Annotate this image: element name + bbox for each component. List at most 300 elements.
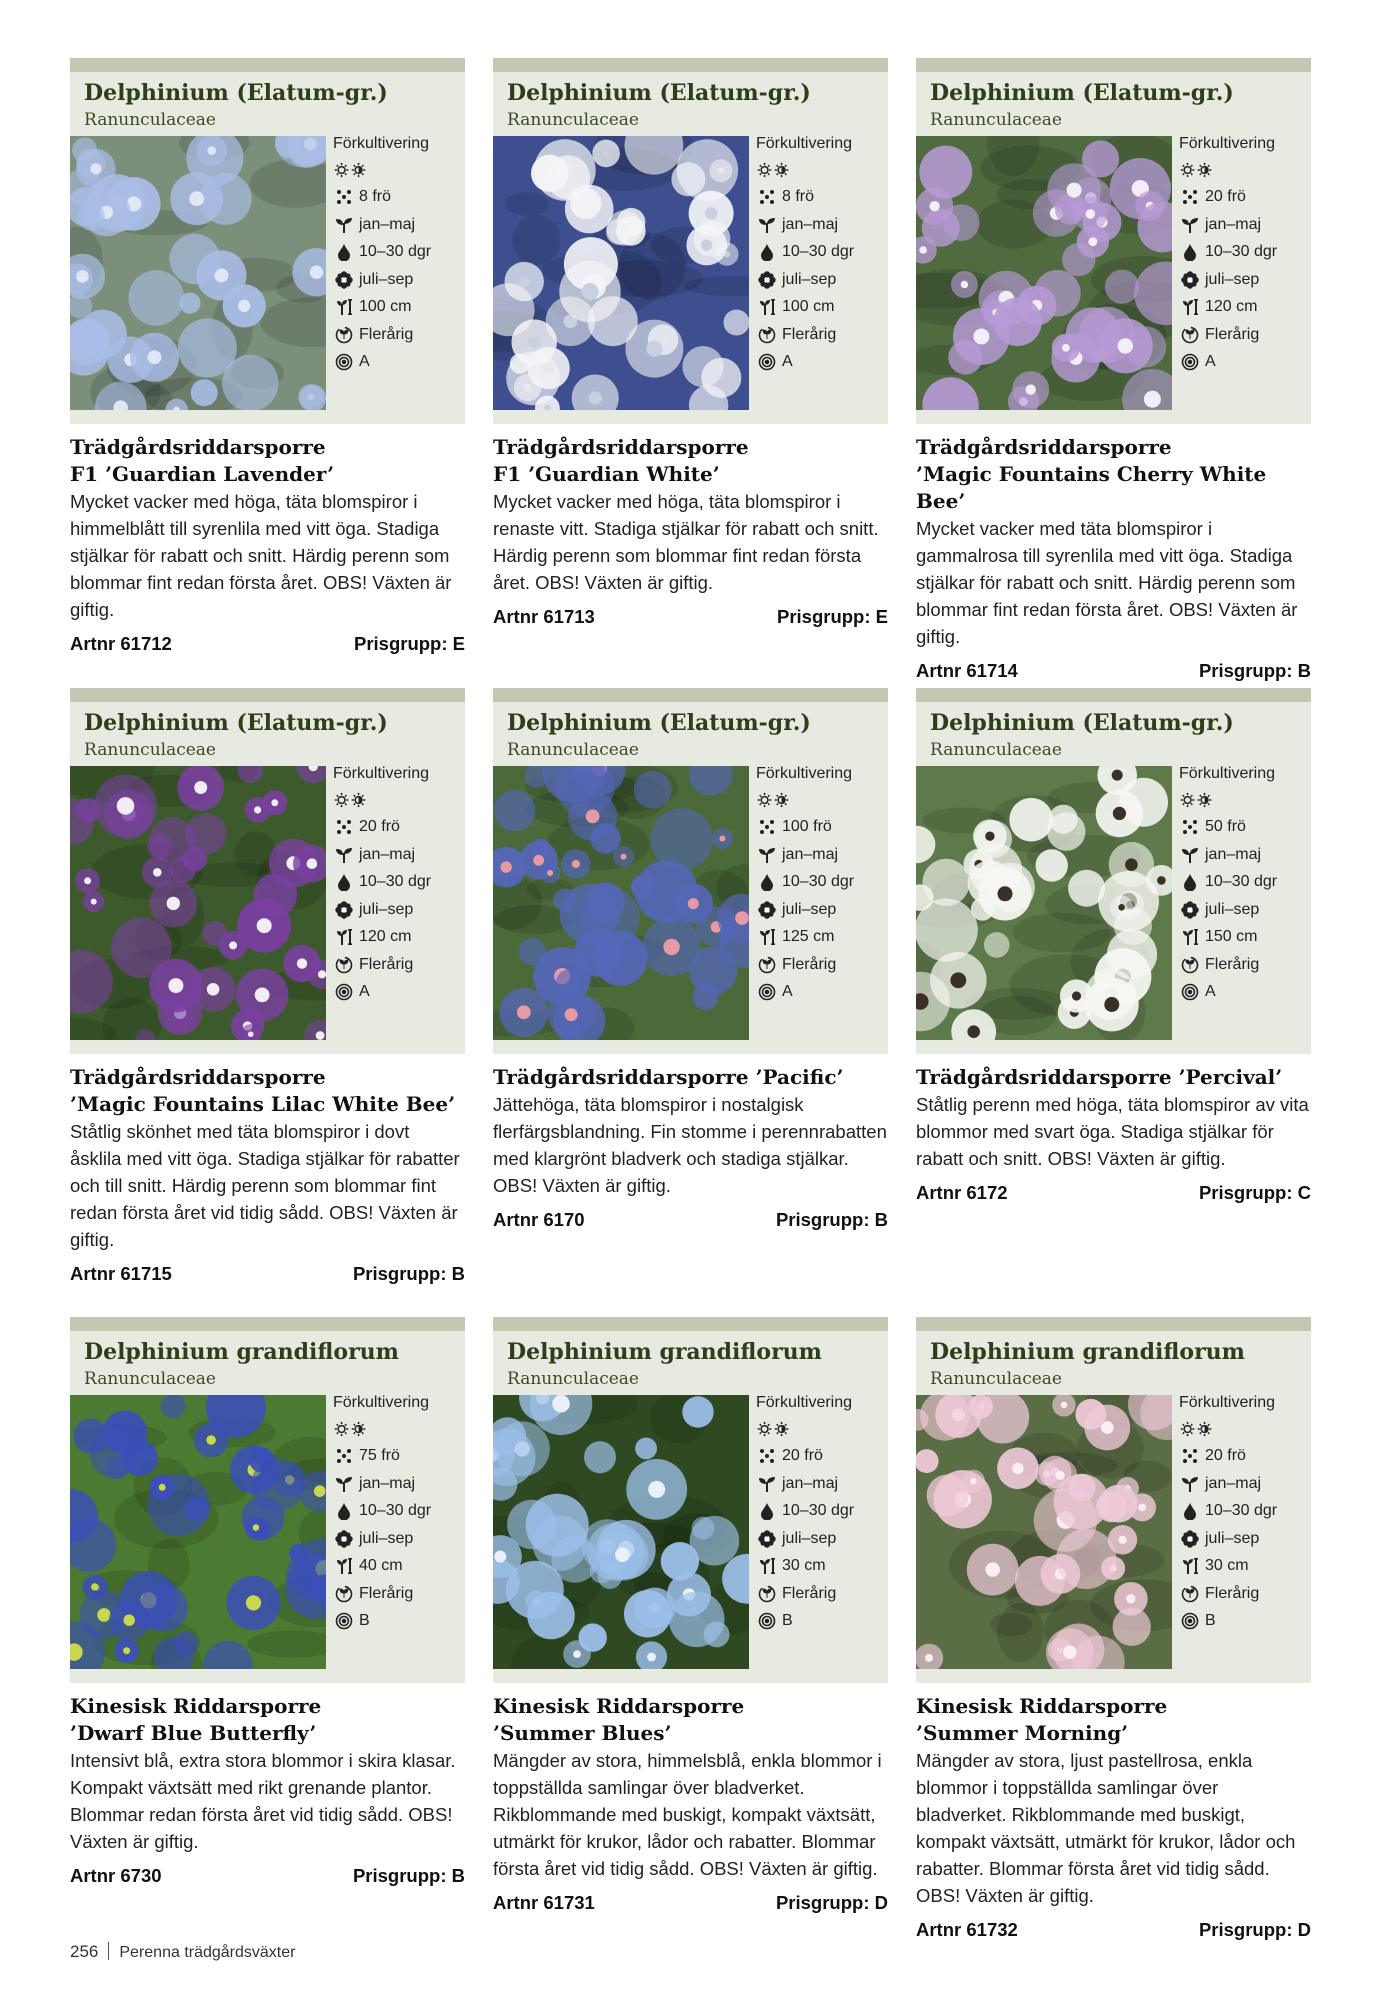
seed-count-value: 20 frö [782,1447,823,1465]
perennial-icon [756,326,778,344]
germination-time [756,869,886,897]
plant-height [1179,294,1309,322]
perennial-icon [1179,1585,1201,1603]
flowering-period [333,1525,463,1553]
growing-info [1179,762,1309,1006]
sun-partial-shade-icon [756,791,792,809]
product-description: Ståtlig perenn med höga, täta blomspiror av vita blommor med svart öga. Stadiga stjälkar för rabatt och snitt. OBS! Växten är giftig. [916,1094,1309,1169]
seed-icon [756,818,778,836]
article-number: Artnr 61714 [916,660,1018,681]
light-row [1179,786,1309,814]
price-group: Prisgrupp: C [1198,1182,1311,1203]
light-row [756,1415,886,1443]
seed-count [1179,814,1309,842]
page-footer [70,1942,295,1962]
target-icon [756,983,778,1001]
height-icon [1179,1557,1201,1575]
product-title-line1: Trädgårdsriddarsporre ’Pacific’ [493,1065,844,1089]
flowering-period-value: juli–sep [359,1529,414,1547]
flower-icon [756,1530,778,1548]
genus-name: Delphinium (Elatum-gr.) [930,710,1234,736]
product-description: Jättehöga, täta blomspiror i nostalgisk flerfärgsblandning. Fin stomme i perennrabatten med klargrönt bladverk och stadiga stjälkar. OBS! Växten är giftig. [493,1094,887,1196]
germination-time [756,239,886,267]
product-card [916,1317,1311,1941]
product-title-line1: Trädgårdsriddarsporre [70,435,326,459]
flowering-period [1179,266,1309,294]
product-description: Intensivt blå, extra stora blommor i skira klasar. Kompakt växtsätt med rikt grenande plantor. Blommar redan första året vid tidig sådd. OBS! Växten är giftig. [70,1750,456,1852]
flower-icon [756,271,778,289]
height-icon [1179,928,1201,946]
sowing-period [1179,211,1309,239]
seed-count-value: 20 frö [359,818,400,836]
price-group-code [1179,979,1309,1007]
flowering-period-value: juli–sep [359,270,414,288]
sowing-period [333,1470,463,1498]
genus-name: Delphinium grandiflorum [930,1339,1245,1365]
product-title [70,1693,465,1747]
product-title-line1: Trädgårdsriddarsporre [70,1065,326,1089]
price-group-code [333,349,463,377]
lifecycle [333,1580,463,1608]
sowing-period-value: jan–maj [782,1474,839,1492]
price-group-code [1179,1608,1309,1636]
family-name: Ranunculaceae [507,1369,639,1389]
plant-height [756,924,886,952]
price-group-code-value: A [1205,353,1216,371]
price-group-code-value: A [359,983,370,1001]
product-title-line1: Kinesisk Riddarsporre [916,1694,1168,1718]
product-meta [70,1865,465,1887]
sowing-period [756,1470,886,1498]
article-number: Artnr 61732 [916,1919,1018,1940]
seed-icon [333,1447,355,1465]
sun-partial-shade-icon [333,791,369,809]
plant-height [1179,924,1309,952]
height-icon [756,298,778,316]
price-group-code [756,349,886,377]
seed-count-value: 75 frö [359,1447,400,1465]
lifecycle [756,1580,886,1608]
product-title-line1: Kinesisk Riddarsporre [70,1694,322,1718]
genus-name: Delphinium (Elatum-gr.) [84,80,388,106]
lifecycle [333,321,463,349]
water-drop-icon [333,1502,355,1520]
product-title-line2: ’Summer Blues’ [493,1721,672,1745]
germination-time [1179,1498,1309,1526]
height-icon [333,1557,355,1575]
seed-icon [1179,818,1201,836]
perennial-icon [756,956,778,974]
product-meta [493,1209,888,1231]
growing-info [333,1391,463,1635]
sowing-period-value: jan–maj [359,215,416,233]
lifecycle-value: Flerårig [1205,955,1260,973]
water-drop-icon [333,873,355,891]
germination-time-value: 10–30 dgr [782,873,855,891]
seed-count-value: 20 frö [1205,188,1246,206]
card-header-panel [70,58,465,424]
lifecycle-value: Flerårig [359,325,414,343]
section-name: Perenna trädgårdsväxter [119,1944,296,1961]
seed-count-value: 100 frö [782,818,832,836]
precultivation-label: Förkultivering [1179,1394,1276,1411]
sowing-period [756,841,886,869]
growing-info [756,1391,886,1635]
seed-icon [1179,1447,1201,1465]
perennial-icon [333,956,355,974]
product-title [493,1064,888,1091]
sowing-period-value: jan–maj [782,845,839,863]
sprout-icon [756,846,778,864]
product-card [916,688,1311,1204]
precultivation-label: Förkultivering [756,765,853,782]
plant-height-value: 30 cm [782,1557,826,1575]
flowering-period [756,1525,886,1553]
family-name: Ranunculaceae [84,110,216,130]
price-group-code-value: A [782,983,793,1001]
height-icon [1179,298,1201,316]
seed-icon [1179,188,1201,206]
product-meta [916,1182,1311,1204]
flower-icon [333,271,355,289]
product-description: Mängder av stora, ljust pastellrosa, enkla blommor i toppställda samlingar över bladverket. Rikblommande med buskigt, kompakt växtsätt, utmärkt för krukor, lådor och rabatter. Blommar första året vid tidig sådd. OBS! Växten är giftig. [916,1750,1296,1906]
price-group-code [333,979,463,1007]
lifecycle [333,951,463,979]
flower-icon [756,901,778,919]
seed-icon [756,188,778,206]
plant-height [333,1553,463,1581]
product-meta [916,660,1311,682]
product-title-line1: Trädgårdsriddarsporre [916,435,1172,459]
seed-count [333,1443,463,1471]
germination-time-value: 10–30 dgr [359,243,432,261]
product-description: Mängder av stora, himmelsblå, enkla blommor i toppställda samlingar över bladverket. Rikblommande med buskigt, kompakt växtsätt, utmärkt för krukor, lådor och rabatter. Blommar första året vid tidig sådd. OBS! Växten är giftig. [493,1750,882,1879]
price-group: Prisgrupp: D [1198,1919,1311,1940]
water-drop-icon [1179,873,1201,891]
sowing-period-value: jan–maj [1205,215,1262,233]
precultivation-label: Förkultivering [333,765,430,782]
germination-time [333,239,463,267]
plant-height [1179,1553,1309,1581]
product-title [916,1693,1311,1747]
sowing-period-value: jan–maj [1205,845,1262,863]
light-row [333,786,463,814]
price-group: Prisgrupp: D [775,1892,888,1913]
target-icon [333,353,355,371]
germination-time-value: 10–30 dgr [1205,243,1278,261]
precultivation-label: Förkultivering [756,135,853,152]
product-card [916,58,1311,682]
sowing-period [1179,841,1309,869]
seed-count [333,814,463,842]
flower-icon [1179,271,1201,289]
genus-name: Delphinium (Elatum-gr.) [507,710,811,736]
lifecycle-value: Flerårig [782,1584,837,1602]
lifecycle [1179,321,1309,349]
flowering-period-value: juli–sep [1205,1529,1260,1547]
card-header-panel [916,1317,1311,1683]
precultivation-label: Förkultivering [333,1394,430,1411]
sun-partial-shade-icon [333,1420,369,1438]
sun-partial-shade-icon [1179,1420,1215,1438]
flowering-period-value: juli–sep [782,900,837,918]
growing-info [1179,1391,1309,1635]
sun-partial-shade-icon [756,1420,792,1438]
seed-icon [333,818,355,836]
light-row [1179,1415,1309,1443]
product-title [916,1064,1311,1091]
flowering-period-value: juli–sep [1205,900,1260,918]
sun-partial-shade-icon [1179,791,1215,809]
flower-photo [916,1395,1172,1669]
flowering-period [333,896,463,924]
product-title-line2: ’Magic Fountains Lilac White Bee’ [70,1092,456,1116]
flower-photo [70,136,326,410]
flowering-period-value: juli–sep [1205,270,1260,288]
target-icon [333,983,355,1001]
plant-height-value: 100 cm [359,298,412,316]
article-number: Artnr 61731 [493,1892,595,1913]
card-header-panel [70,688,465,1054]
water-drop-icon [1179,1502,1201,1520]
product-card [493,58,888,628]
sprout-icon [333,846,355,864]
water-drop-icon [756,1502,778,1520]
seed-count [1179,184,1309,212]
height-icon [333,298,355,316]
seed-icon [756,1447,778,1465]
product-card [70,58,465,655]
page-number: 256 [70,1942,99,1961]
sowing-period [333,211,463,239]
seed-count [756,814,886,842]
germination-time [1179,239,1309,267]
plant-height-value: 125 cm [782,928,835,946]
lifecycle-value: Flerårig [782,325,837,343]
card-header-panel [493,58,888,424]
seed-count [756,184,886,212]
target-icon [1179,983,1201,1001]
article-number: Artnr 6172 [916,1182,1008,1203]
card-header-panel [493,688,888,1054]
water-drop-icon [1179,243,1201,261]
price-group-code-value: B [1205,1612,1216,1630]
perennial-icon [1179,326,1201,344]
price-group: Prisgrupp: B [352,1263,465,1284]
germination-time-value: 10–30 dgr [359,873,432,891]
product-title-line2: ’Magic Fountains Cherry White Bee’ [916,462,1267,513]
product-card [70,1317,465,1887]
product-meta [70,633,465,655]
flower-icon [333,1530,355,1548]
perennial-icon [1179,956,1201,974]
growing-info [756,132,886,376]
sowing-period-value: jan–maj [359,845,416,863]
flowering-period [1179,1525,1309,1553]
card-header-panel [916,688,1311,1054]
flower-photo [70,1395,326,1669]
germination-time-value: 10–30 dgr [782,1502,855,1520]
flower-photo [493,766,749,1040]
product-title-line2: F1 ’Guardian Lavender’ [70,462,335,486]
product-title-line1: Trädgårdsriddarsporre ’Percival’ [916,1065,1283,1089]
plant-height-value: 120 cm [359,928,412,946]
perennial-icon [333,326,355,344]
product-title-line1: Kinesisk Riddarsporre [493,1694,745,1718]
price-group: Prisgrupp: B [775,1209,888,1230]
growing-info [333,132,463,376]
flower-photo [70,766,326,1040]
family-name: Ranunculaceae [930,110,1062,130]
height-icon [756,928,778,946]
sun-partial-shade-icon [333,161,369,179]
flower-icon [1179,1530,1201,1548]
seed-count-value: 8 frö [782,188,815,206]
product-description: Mycket vacker med höga, täta blomspiror i himmelblått till syrenlila med vitt öga. Stadiga stjälkar för rabatt och snitt. Härdig perenn som blommar fint redan första året. OBS! Växten är giftig. [70,491,452,620]
plant-height [333,924,463,952]
family-name: Ranunculaceae [930,1369,1062,1389]
lifecycle-value: Flerårig [359,955,414,973]
price-group: Prisgrupp: B [352,1865,465,1886]
genus-name: Delphinium grandiflorum [507,1339,822,1365]
article-number: Artnr 61712 [70,633,172,654]
germination-time-value: 10–30 dgr [782,243,855,261]
height-icon [756,1557,778,1575]
light-row [756,156,886,184]
flowering-period [756,266,886,294]
product-title [916,434,1311,515]
precultivation-label: Förkultivering [756,1394,853,1411]
product-card [493,1317,888,1914]
plant-height-value: 120 cm [1205,298,1258,316]
product-title [493,434,888,488]
product-meta [916,1919,1311,1941]
seed-count [1179,1443,1309,1471]
price-group-code [756,1608,886,1636]
product-title [493,1693,888,1747]
flowering-period-value: juli–sep [782,1529,837,1547]
product-description: Ståtlig skönhet med täta blomspiror i dovt åsklila med vitt öga. Stadiga stjälkar för rabatter och till snitt. Härdig perenn som blommar fint redan första året vid tidig sådd. OBS! Växten är giftig. [70,1121,460,1250]
product-title-line1: Trädgårdsriddarsporre [493,435,749,459]
lifecycle [1179,1580,1309,1608]
price-group: Prisgrupp: E [776,606,888,627]
price-group-code-value: A [782,353,793,371]
precultivation-label: Förkultivering [1179,135,1276,152]
flower-photo [916,136,1172,410]
sowing-period [756,211,886,239]
target-icon [333,1612,355,1630]
genus-name: Delphinium (Elatum-gr.) [84,710,388,736]
lifecycle [1179,951,1309,979]
light-row [756,786,886,814]
family-name: Ranunculaceae [507,740,639,760]
family-name: Ranunculaceae [84,1369,216,1389]
product-card [70,688,465,1285]
product-meta [493,1892,888,1914]
genus-name: Delphinium (Elatum-gr.) [930,80,1234,106]
plant-height-value: 100 cm [782,298,835,316]
germination-time-value: 10–30 dgr [1205,1502,1278,1520]
card-header-panel [916,58,1311,424]
price-group-code-value: A [359,353,370,371]
flower-photo [493,136,749,410]
perennial-icon [756,1585,778,1603]
sprout-icon [1179,846,1201,864]
target-icon [1179,353,1201,371]
price-group-code [333,1608,463,1636]
plant-height [756,294,886,322]
height-icon [333,928,355,946]
perennial-icon [333,1585,355,1603]
germination-time-value: 10–30 dgr [359,1502,432,1520]
plant-height-value: 30 cm [1205,1557,1249,1575]
sowing-period [333,841,463,869]
seed-count-value: 8 frö [359,188,392,206]
sun-partial-shade-icon [1179,161,1215,179]
sowing-period-value: jan–maj [359,1474,416,1492]
precultivation-label: Förkultivering [333,135,430,152]
light-row [333,156,463,184]
sprout-icon [756,1475,778,1493]
product-description: Mycket vacker med täta blomspiror i gammalrosa till syrenlila med vitt öga. Stadiga stjälkar för rabatt och snitt. Härdig perenn som blommar fint redan första året. OBS! Växten är giftig. [916,518,1298,647]
seed-icon [333,188,355,206]
article-number: Artnr 61713 [493,606,595,627]
price-group-code-value: A [1205,983,1216,1001]
germination-time [1179,869,1309,897]
germination-time [333,1498,463,1526]
flowering-period [1179,896,1309,924]
sun-partial-shade-icon [756,161,792,179]
plant-height [756,1553,886,1581]
family-name: Ranunculaceae [507,110,639,130]
lifecycle [756,951,886,979]
price-group-code [756,979,886,1007]
family-name: Ranunculaceae [84,740,216,760]
product-meta [70,1263,465,1285]
sowing-period-value: jan–maj [782,215,839,233]
product-title [70,1064,465,1118]
article-number: Artnr 6170 [493,1209,585,1230]
growing-info [756,762,886,1006]
genus-name: Delphinium (Elatum-gr.) [507,80,811,106]
water-drop-icon [756,243,778,261]
sprout-icon [333,1475,355,1493]
germination-time [333,869,463,897]
product-description: Mycket vacker med höga, täta blomspiror i renaste vitt. Stadiga stjälkar för rabatt och snitt. Härdig perenn som blommar fint redan första året. OBS! Växten är giftig. [493,491,879,593]
price-group-code-value: B [359,1612,370,1630]
light-row [1179,156,1309,184]
article-number: Artnr 61715 [70,1263,172,1284]
light-row [333,1415,463,1443]
product-title [70,434,465,488]
target-icon [756,1612,778,1630]
lifecycle-value: Flerårig [1205,325,1260,343]
flowering-period [333,266,463,294]
flower-photo [493,1395,749,1669]
germination-time-value: 10–30 dgr [1205,873,1278,891]
seed-count [756,1443,886,1471]
sowing-period [1179,1470,1309,1498]
footer-divider [108,1942,109,1960]
price-group-code-value: B [782,1612,793,1630]
seed-count-value: 50 frö [1205,818,1246,836]
card-header-panel [70,1317,465,1683]
germination-time [756,1498,886,1526]
seed-count [333,184,463,212]
price-group-code [1179,349,1309,377]
flowering-period-value: juli–sep [782,270,837,288]
precultivation-label: Förkultivering [1179,765,1276,782]
